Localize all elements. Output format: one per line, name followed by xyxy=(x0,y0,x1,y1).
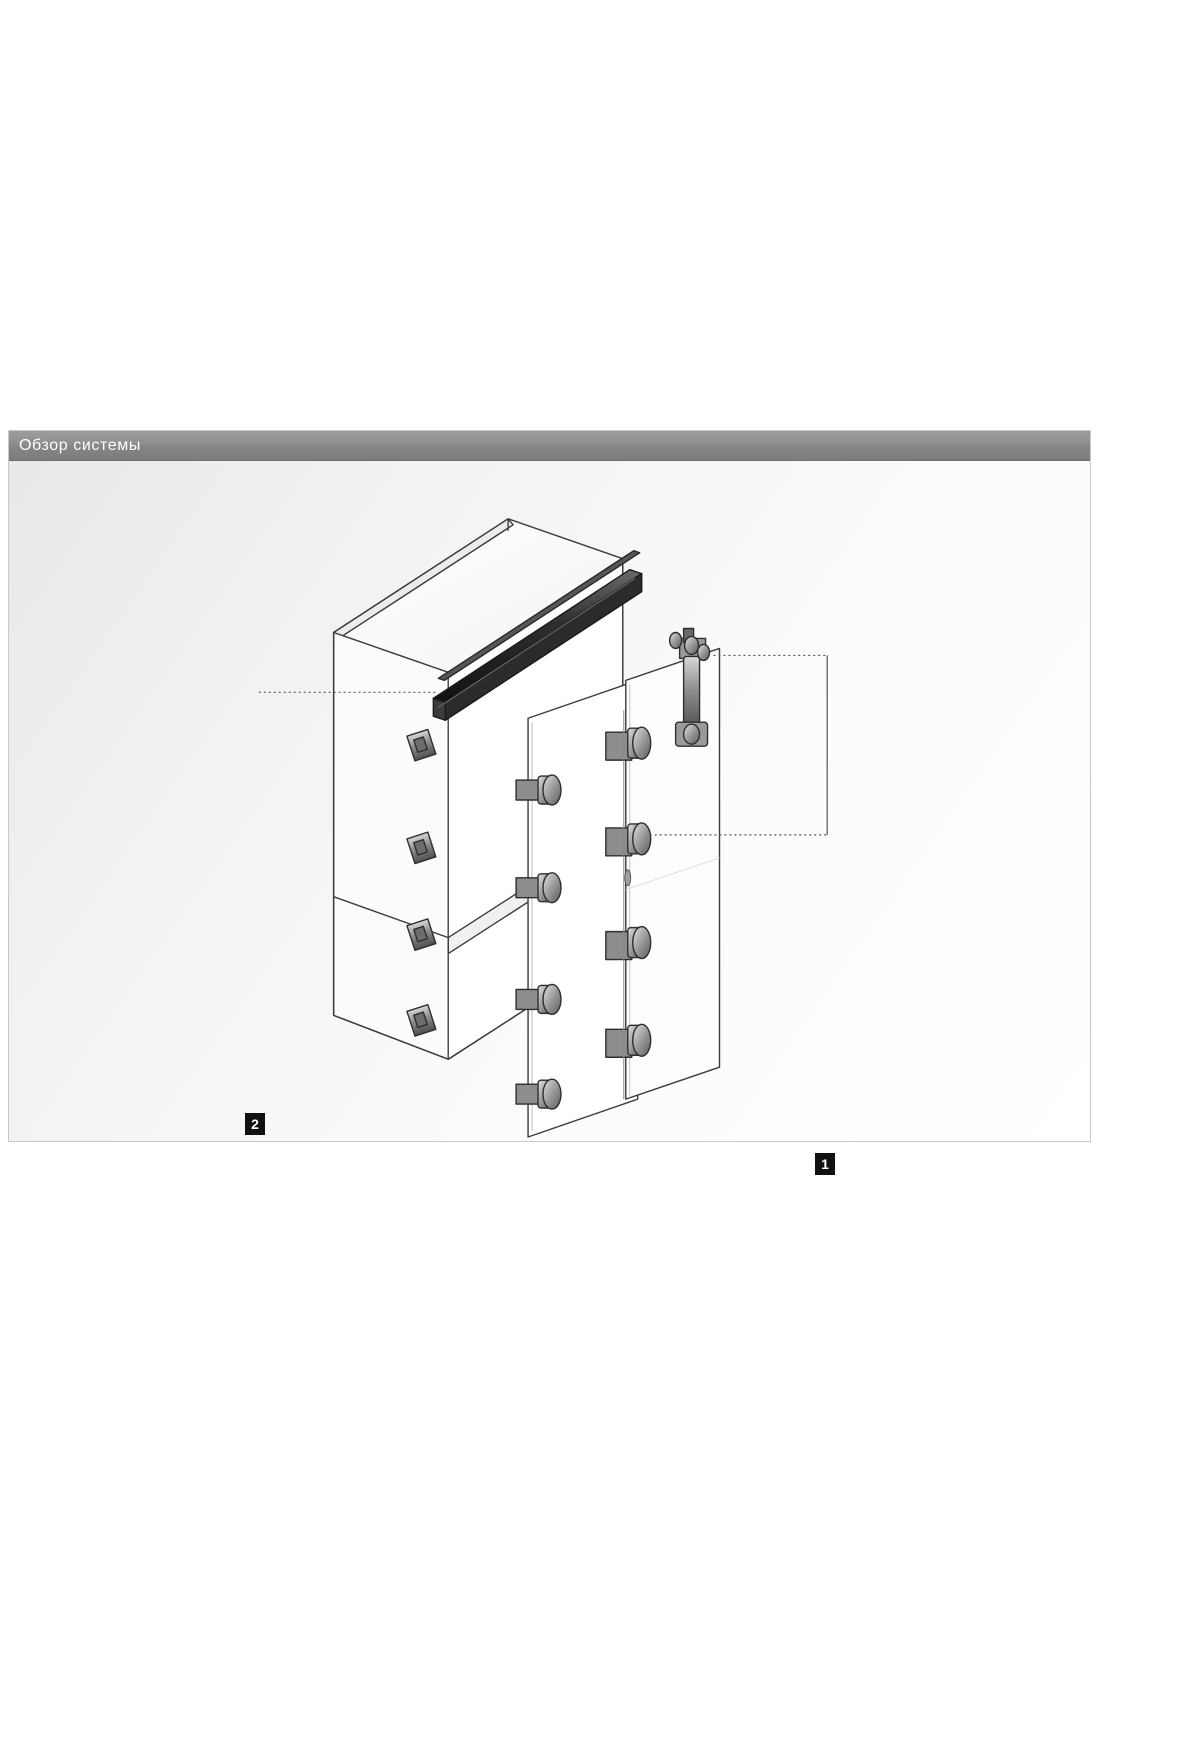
roller-fitting xyxy=(516,873,561,903)
roller-fitting xyxy=(606,727,651,760)
roller-fitting xyxy=(606,823,651,856)
assembly-diagram xyxy=(9,461,1090,1141)
callout-badge-2[interactable]: 2 xyxy=(245,1113,265,1135)
roller-fitting xyxy=(516,775,561,805)
section-body xyxy=(9,461,1090,1172)
callout-badge-1[interactable]: 1 xyxy=(815,1153,835,1175)
roller-fitting xyxy=(606,927,651,960)
roller-fitting xyxy=(516,1079,561,1109)
system-overview-panel xyxy=(8,430,1091,1172)
roller-fitting xyxy=(606,1024,651,1057)
roller-fitting xyxy=(516,984,561,1014)
section-header xyxy=(9,431,1090,461)
section-title: Обзор системы xyxy=(19,436,141,454)
